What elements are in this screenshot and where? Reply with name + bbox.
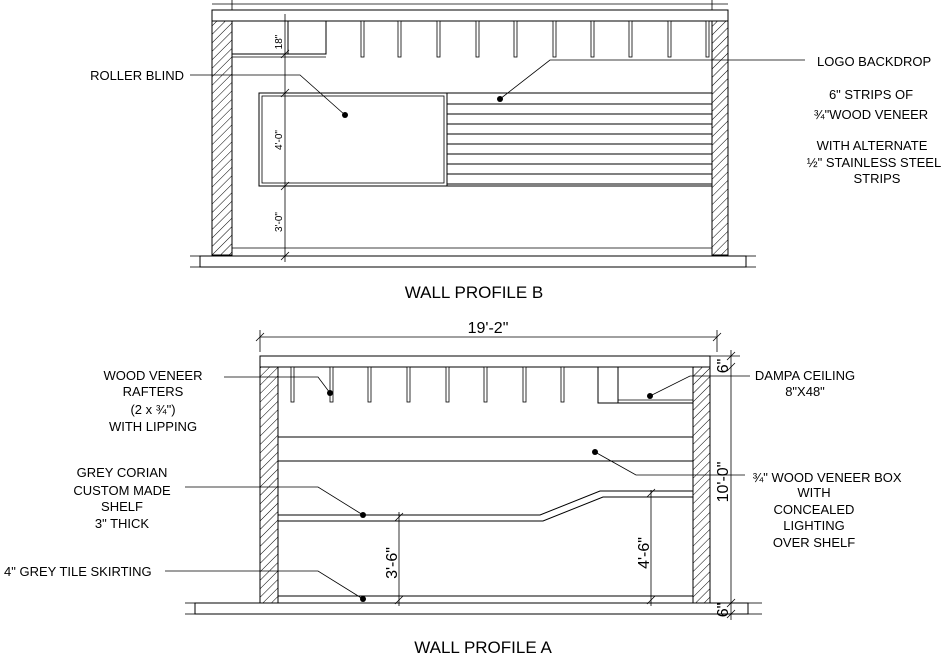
- rafter: [476, 21, 479, 57]
- profile-b-right-wall: [712, 21, 728, 255]
- label-box-5: OVER SHELF: [772, 535, 856, 550]
- label-rafters-3: (2 x ¾"): [130, 402, 176, 417]
- label-corian-1: GREY CORIAN: [76, 465, 168, 480]
- rafter: [398, 21, 401, 57]
- rafter: [553, 21, 556, 57]
- label-roller-blind: ROLLER BLIND: [90, 68, 184, 83]
- label-logo-backdrop: LOGO BACKDROP: [817, 54, 932, 69]
- rafter: [437, 21, 440, 57]
- rafter: [629, 21, 632, 57]
- label-rafters-1: WOOD VENEER: [103, 368, 203, 383]
- label-skirting: 4" GREY TILE SKIRTING: [4, 564, 152, 579]
- rafter: [706, 21, 709, 57]
- profile-a-dim-shelf-left: 3'-6": [384, 547, 401, 579]
- profile-a-left-wall: [260, 367, 278, 603]
- rafter: [446, 367, 449, 402]
- rafter: [523, 367, 526, 402]
- rafter: [514, 21, 517, 57]
- profile-b-dim-sill: 3'-0": [274, 212, 285, 232]
- label-box-1: ¾" WOOD VENEER BOX: [752, 470, 902, 485]
- roller-blind: [259, 93, 447, 186]
- label-alternate-1: WITH ALTERNATE: [816, 138, 928, 153]
- profile-a-dim-slab-top: 6": [715, 358, 732, 374]
- corian-shelf-top: [278, 491, 693, 515]
- profile-b-ceiling-slab: [212, 10, 728, 21]
- profile-b-floor-slab: [200, 256, 746, 267]
- profile-a-title: WALL PROFILE A: [414, 638, 552, 657]
- label-rafters-2: RAFTERS: [122, 384, 184, 399]
- rafter: [291, 367, 294, 402]
- label-corian-2: CUSTOM MADE: [73, 483, 171, 498]
- profile-a-dim-shelf-right: 4'-6": [636, 537, 653, 569]
- rafter: [361, 21, 364, 57]
- profile-a-dim-height: 10'-0": [715, 461, 732, 503]
- profile-a-dim-width: 19'-2": [467, 320, 509, 337]
- label-strips-2: ¾"WOOD VENEER: [813, 107, 929, 122]
- rafter: [561, 367, 564, 402]
- label-box-3: CONCEALED: [773, 502, 855, 517]
- wall-profile-b: [90, 0, 941, 302]
- rafter: [407, 367, 410, 402]
- rafter: [368, 367, 371, 402]
- label-corian-3: SHELF: [101, 499, 143, 514]
- logo-backdrop-strips: [447, 104, 712, 184]
- profile-a-dim-slab-bottom: 6": [715, 602, 732, 618]
- profile-a-rafters: [291, 367, 564, 402]
- label-alternate-3: STRIPS: [853, 171, 901, 186]
- label-rafters-4: WITH LIPPING: [108, 419, 198, 434]
- profile-a-floor-slab: [195, 603, 748, 614]
- profile-b-rafters: [361, 21, 709, 57]
- rafter: [668, 21, 671, 57]
- profile-b-dim-top: 18": [274, 34, 285, 50]
- label-alternate-2: ½" STAINLESS STEEL: [806, 155, 942, 170]
- label-box-2: WITH: [797, 485, 831, 500]
- wall-profile-a: [4, 320, 902, 657]
- label-dampa-2: 8"X48": [785, 384, 825, 399]
- profile-b-left-wall: [212, 21, 232, 255]
- label-dampa-1: DAMPA CEILING: [754, 368, 856, 383]
- profile-b-dampa-box: [288, 21, 326, 54]
- profile-b-dim-blind: 4'-0": [274, 130, 285, 150]
- roller-blind-inner: [262, 96, 444, 183]
- profile-a-right-wall: [693, 367, 710, 603]
- rafter: [591, 21, 594, 57]
- label-corian-4: 3" THICK: [94, 516, 150, 531]
- rafter: [484, 367, 487, 402]
- profile-a-dampa-box: [598, 367, 618, 403]
- rafter: [330, 367, 333, 402]
- profile-b-title: WALL PROFILE B: [404, 283, 544, 302]
- label-box-4: LIGHTING: [783, 518, 845, 533]
- label-strips-1: 6" STRIPS OF: [828, 87, 914, 102]
- profile-a-ceiling-slab: [260, 356, 710, 367]
